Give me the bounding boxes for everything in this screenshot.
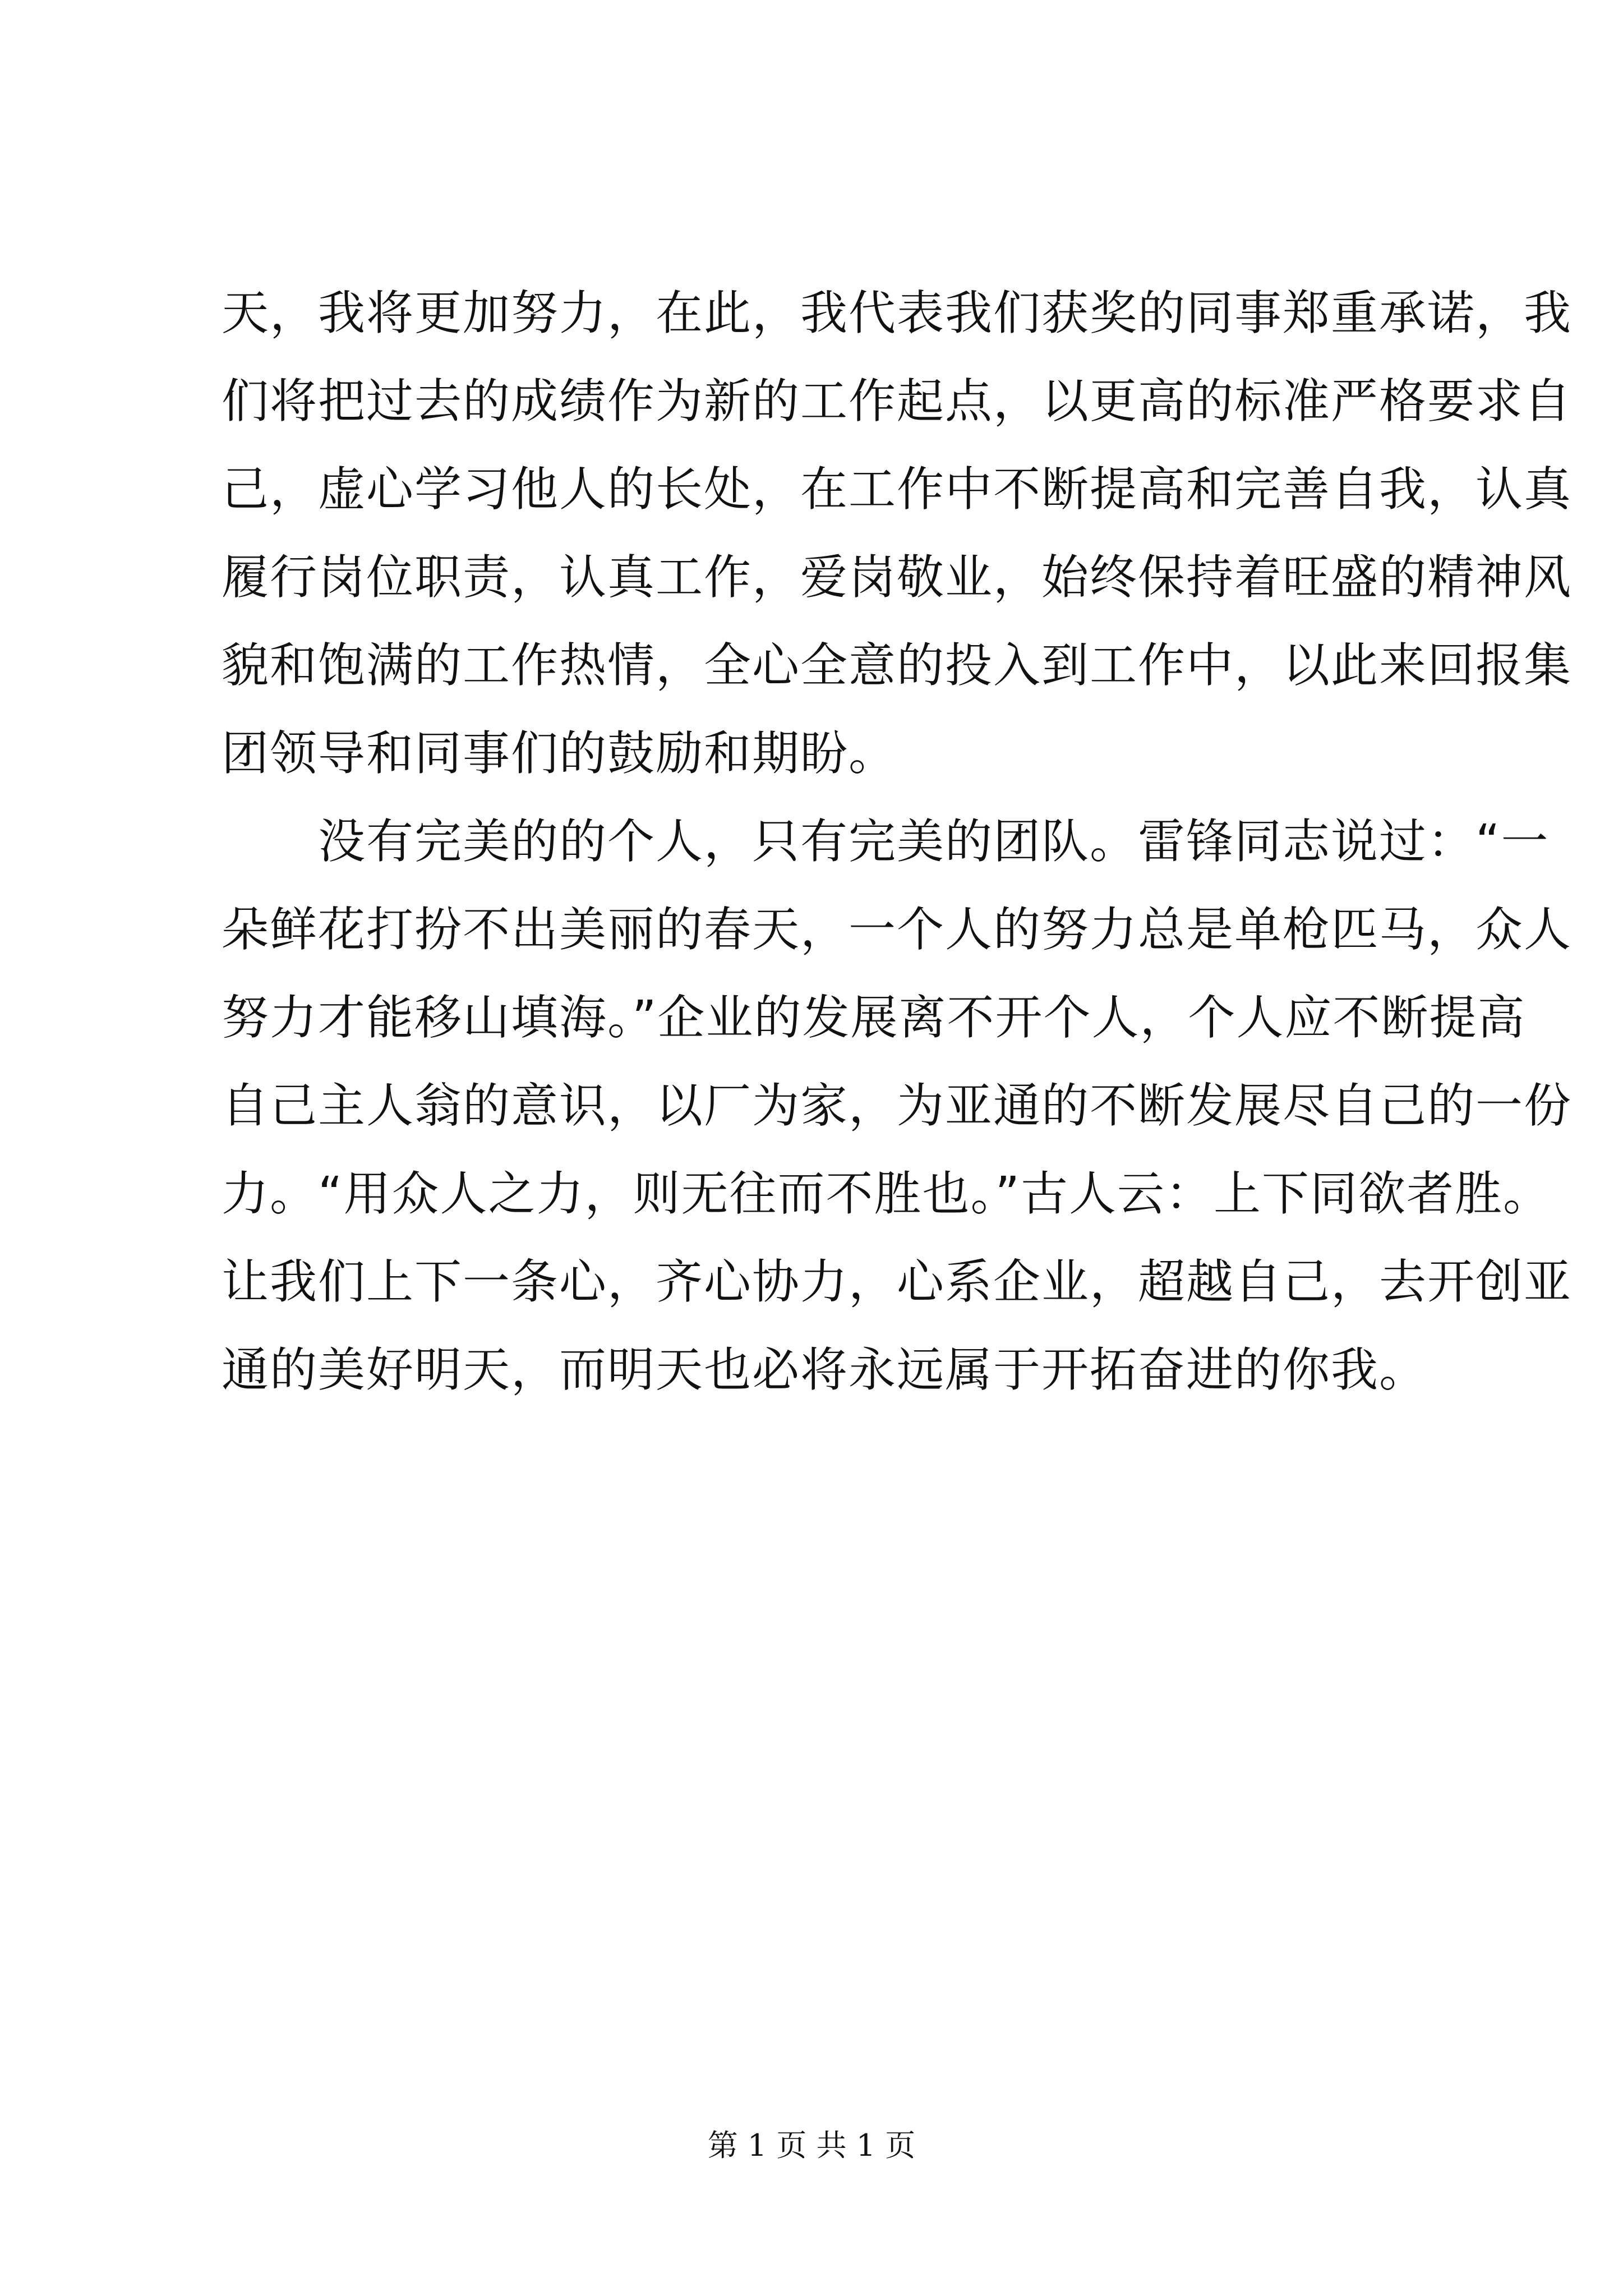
- text-line: 团领导和同事们的鼓励和期盼。: [222, 726, 897, 781]
- text-line: 朵鲜花打扮不出美丽的春天，一个人的努力总是单枪匹马，众人: [222, 902, 1573, 957]
- document-body: [222, 269, 1573, 1414]
- paragraph-1: [222, 269, 1573, 798]
- text-line: 力。“用众人之力，则无往而不胜也。”古人云：上下同欲者胜。: [222, 1166, 1552, 1221]
- page-footer: [0, 2126, 1623, 2165]
- text-line: 让我们上下一条心，齐心协力，心系企业，超越自己，去开创亚: [222, 1254, 1573, 1309]
- text-line: 履行岗位职责，认真工作，爱岗敬业，始终保持着旺盛的精神风: [222, 550, 1573, 605]
- text-line: 努力才能移山填海。”企业的发展离不开个人，个人应不断提高: [222, 990, 1526, 1045]
- text-line: 自己主人翁的意识，以厂为家，为亚通的不断发展尽自己的一份: [222, 1078, 1573, 1133]
- text-line: 貌和饱满的工作热情，全心全意的投入到工作中，以此来回报集: [222, 638, 1573, 693]
- text-line: 己，虚心学习他人的长处，在工作中不断提高和完善自我，认真: [222, 462, 1573, 517]
- text-line: 通的美好明天，而明天也必将永远属于开拓奋进的你我。: [222, 1342, 1428, 1397]
- paragraph-2: [222, 798, 1573, 1414]
- page-number-label: 第 1 页 共 1 页: [707, 2128, 916, 2163]
- text-line: 天，我将更加努力，在此，我代表我们获奖的同事郑重承诺，我: [222, 286, 1573, 341]
- text-line: 没有完美的的个人，只有完美的团队。雷锋同志说过：“一: [318, 814, 1550, 869]
- text-line: 们将把过去的成绩作为新的工作起点，以更高的标准严格要求自: [222, 374, 1573, 429]
